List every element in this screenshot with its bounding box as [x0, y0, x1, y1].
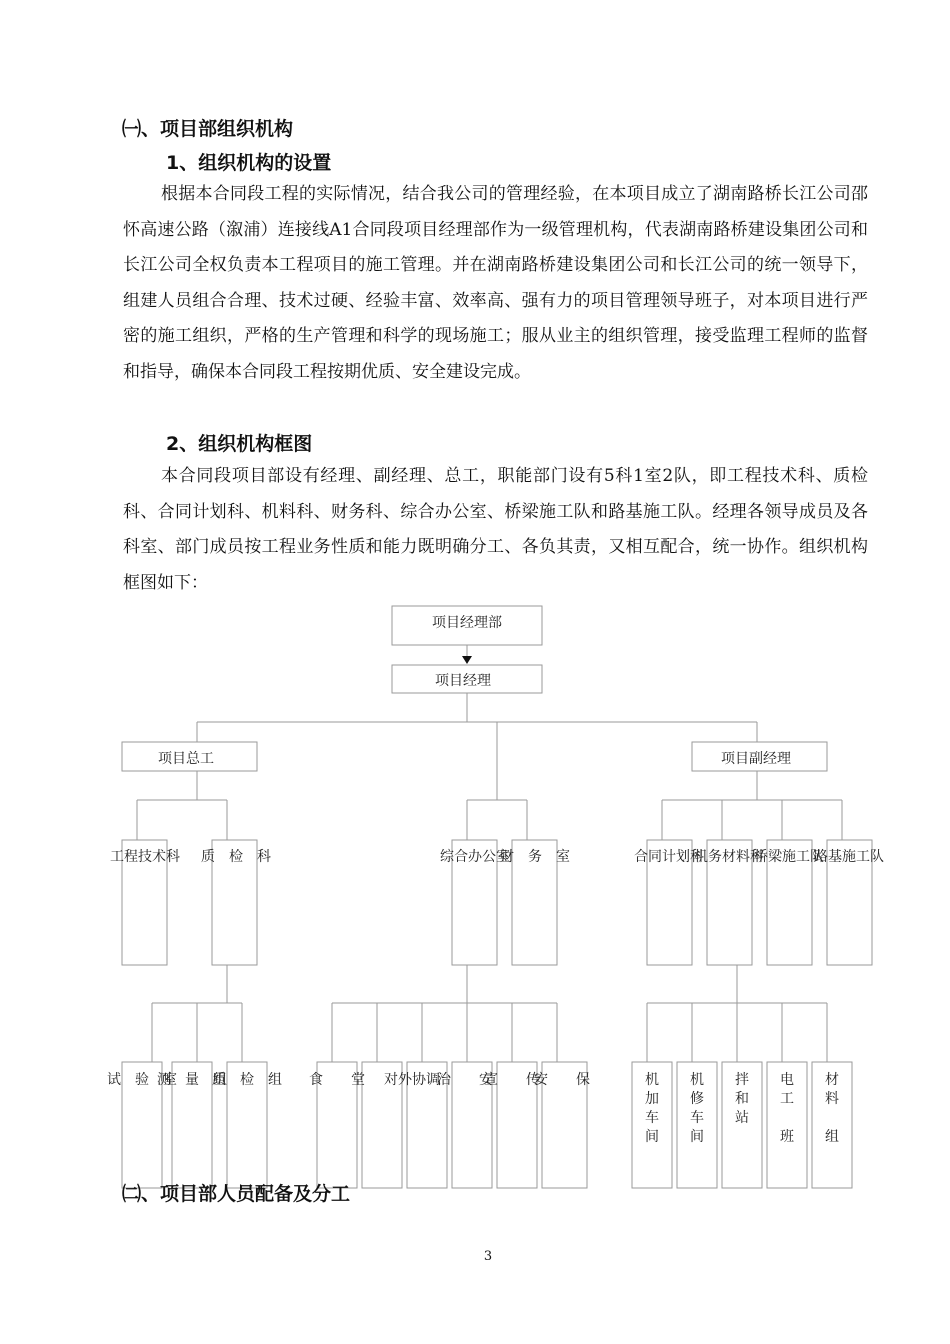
- label-group-electrical: 电工班: [780, 1072, 794, 1145]
- label-dept-finance: 财 务 室: [500, 849, 570, 865]
- paragraph-org-chart: 本合同段项目部设有经理、副经理、总工，职能部门设有5科1室2队，即工程技术科、质检科、合同计划科、机料科、财务科、综合办公室、桥梁施工队和路基施工队。经理各领导成员及各科室、部门成员按工程业务性质和能力既明确分工、各负其责，又相互配合，统一协作。组织机构框图如下：: [123, 466, 868, 593]
- label-dept-contract: 合同计划科: [634, 849, 704, 865]
- subheading-org-setup: 1、组织机构的设置: [166, 152, 332, 174]
- section-heading-org: ㈠、项目部组织机构: [122, 118, 294, 140]
- label-dept-materials: 机务材料科: [694, 849, 764, 865]
- arrow-down-icon: [462, 656, 472, 664]
- section-heading-staffing: ㈡、项目部人员配备及分工: [122, 1183, 351, 1205]
- label-dept-engineering: 工程技术科: [110, 849, 180, 865]
- label-group-survey: 测 量 组: [157, 1072, 227, 1088]
- label-deputy-manager: 项目副经理: [721, 751, 791, 767]
- label-group-publicity: 宣 传: [484, 1072, 540, 1088]
- label-group-liaison: 对外协调: [384, 1072, 440, 1088]
- label-group-machining: 机加车间: [645, 1072, 659, 1145]
- label-group-lab: 试 验 室: [107, 1072, 177, 1088]
- label-group-security: 治 安: [437, 1072, 493, 1088]
- label-project-dept: 项目经理部: [432, 615, 502, 631]
- label-dept-office: 综合办公室: [440, 849, 510, 865]
- page-number: 3: [483, 1249, 493, 1264]
- label-dept-quality: 质 检 科: [201, 849, 271, 865]
- label-group-inspection: 质 检 组: [212, 1072, 282, 1088]
- paragraph-org-setup: 根据本合同段工程的实际情况，结合我公司的管理经验，在本项目成立了湖南路桥长江公司邵怀高速公路（溆浦）连接线A1合同段项目经理部作为一级管理机构，代表湖南路桥建设集团公司和长江公司全权负责本工程项目的施工管理。并在湖南路桥建设集团公司和长江公司的统一领导下，组建人员组合合理、技术过硬、经验丰富、效率高、强有力的项目管理领导班子，对本项目进行严密的施工组织，严格的生产管理和科学的现场施工；服从业主的组织管理，接受监理工程师的监督和指导，确保本合同段工程按期优质、安全建设完成。: [123, 184, 868, 382]
- label-chief-engineer: 项目总工: [158, 751, 214, 767]
- subheading-org-chart: 2、组织机构框图: [166, 433, 313, 455]
- label-group-mixing: 拌和站: [735, 1072, 749, 1126]
- label-group-material: 材料组: [825, 1072, 839, 1145]
- label-dept-roadbed: 路基施工队: [814, 849, 884, 865]
- label-group-canteen: 食 堂: [309, 1072, 365, 1088]
- label-group-repair: 机修车间: [690, 1072, 704, 1145]
- label-project-manager: 项目经理: [435, 673, 491, 689]
- label-dept-bridge: 桥梁施工队: [754, 849, 824, 865]
- label-group-safety: 安 保: [534, 1072, 590, 1088]
